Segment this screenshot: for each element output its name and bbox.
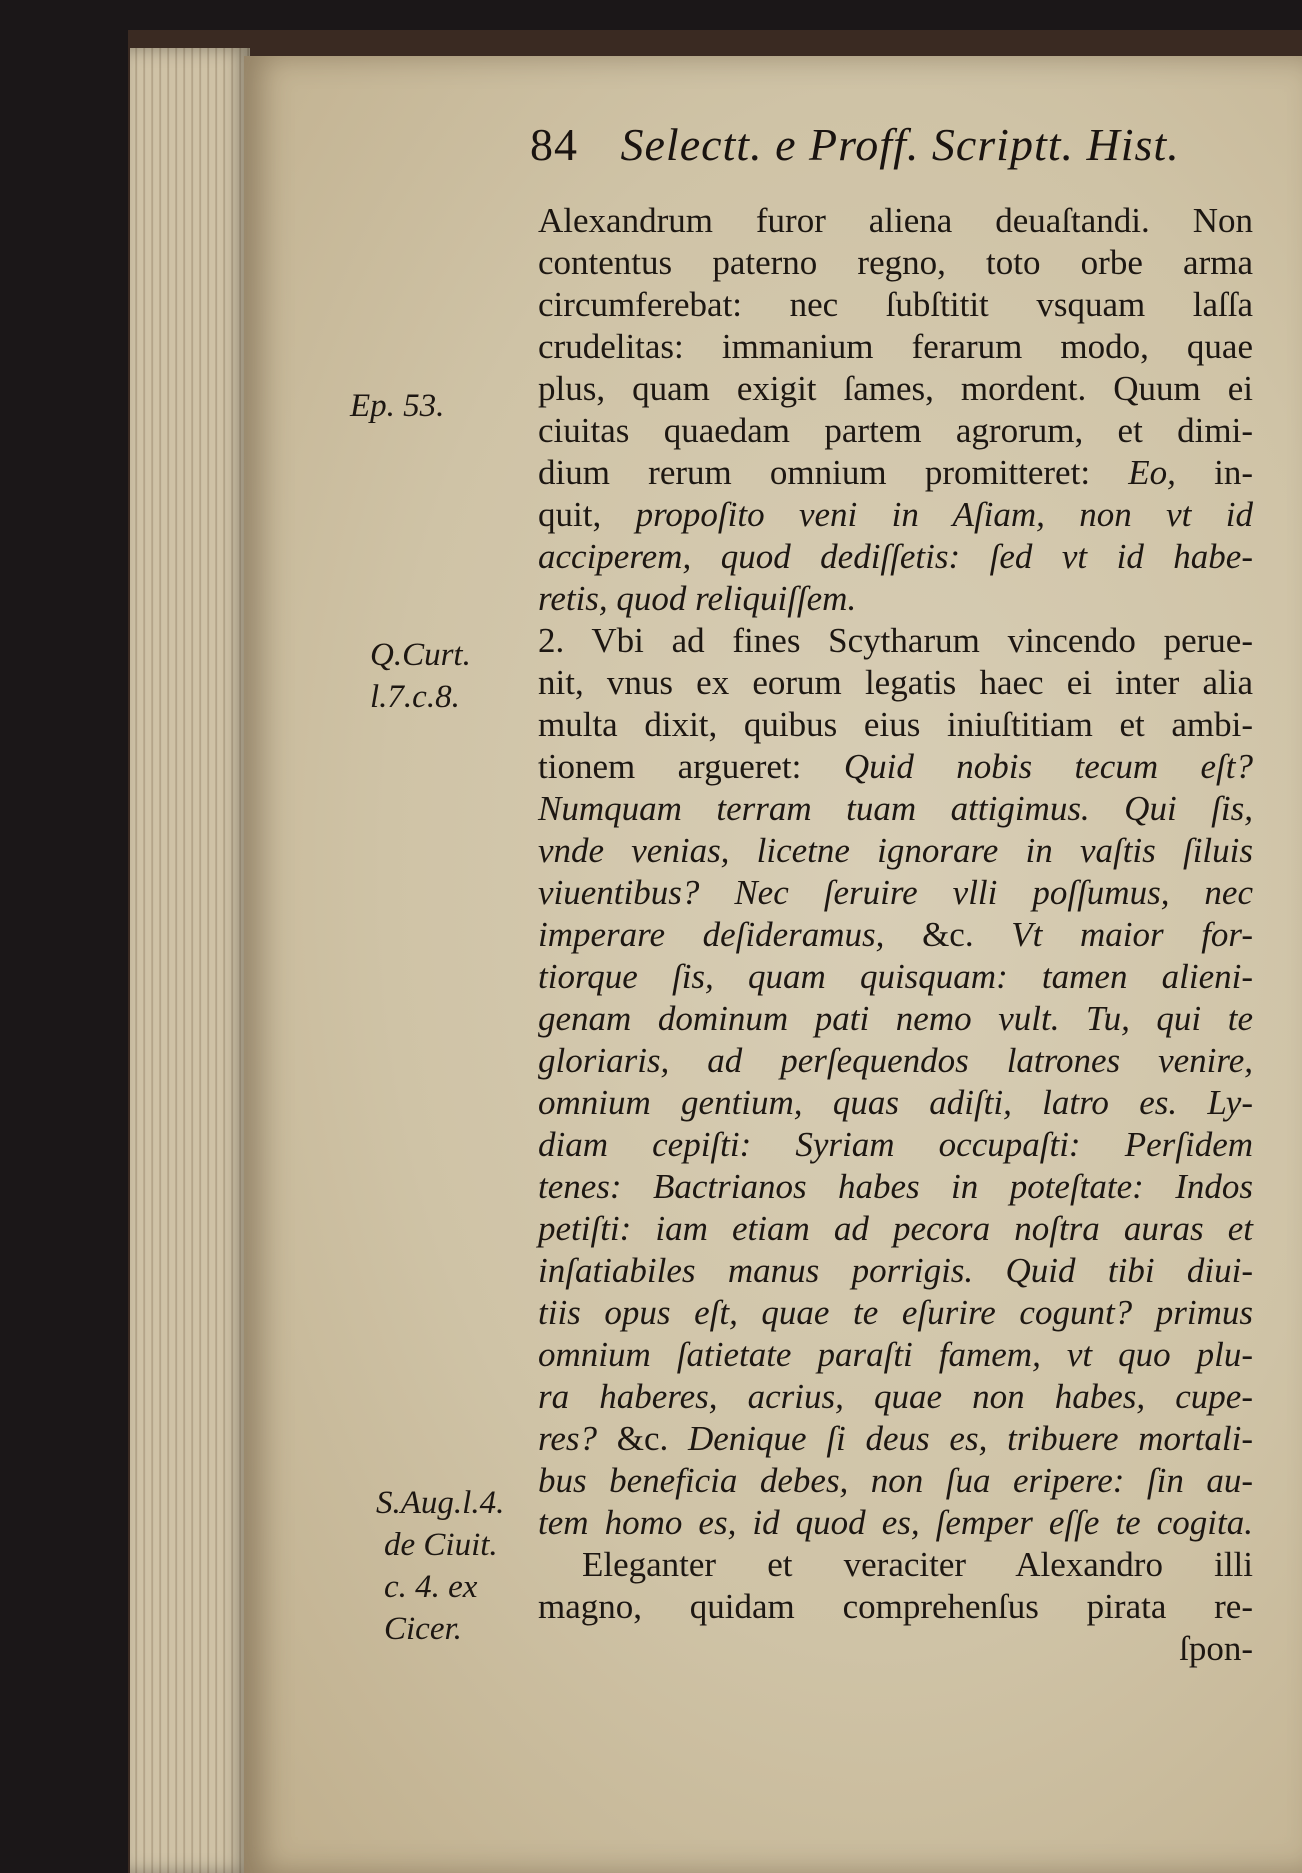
text-line — [538, 1418, 1253, 1460]
text-segment: dium rerum omnium promitteret: — [538, 453, 1129, 492]
text-line: Eleganter et veraciter Alexandro illi — [582, 1545, 1253, 1584]
margin-note-aug-1: S.Aug.l.4. — [376, 1485, 505, 1521]
running-title: Selectt. e Proff. Scriptt. Hist. — [620, 119, 1180, 170]
page-number: 84 — [530, 119, 578, 170]
text-line: bus beneficia debes, non ſua eripere: ſin au- — [538, 1461, 1253, 1500]
text-segment-italic: Eo, — [1128, 453, 1176, 492]
text-line: omnium ſatietate paraſti famem, vt quo plu- — [538, 1335, 1253, 1374]
catchword: ſpon- — [1179, 1629, 1253, 1668]
text-segment-italic: propoſito veni in Aſiam, non vt id — [635, 495, 1254, 534]
page-header — [530, 118, 1180, 171]
text-line: acciperem, quod dediſſetis: ſed vt id habe- — [538, 537, 1253, 576]
margin-note-qcurt-2: l.7.c.8. — [370, 679, 460, 715]
body-text — [538, 200, 1253, 1670]
text-segment-italic: Vt maior for- — [1011, 915, 1253, 954]
text-line: genam dominum pati nemo vult. Tu, qui te — [538, 999, 1253, 1038]
text-segment-italic: imperare deſideramus, — [538, 915, 923, 954]
page-edges — [130, 48, 250, 1873]
text-line: multa dixit, quibus eius iniuſtitiam et ambi- — [538, 705, 1253, 744]
text-line: tiis opus eſt, quae te eſurire cogunt? primus — [538, 1293, 1253, 1332]
text-line: gloriaris, ad perſequendos latrones venire, — [538, 1041, 1253, 1080]
margin-note-aug-2: de Ciuit. — [384, 1527, 498, 1563]
text-line: Alexandrum furor aliena deuaſtandi. Non — [538, 201, 1253, 240]
text-line: inſatiabiles manus porrigis. Quid tibi diui- — [538, 1251, 1253, 1290]
text-segment-italic: Quid nobis tecum eſt? — [843, 747, 1254, 786]
text-line: plus, quam exigit ſames, mordent. Quum ei — [538, 369, 1253, 408]
text-line: magno, quidam comprehenſus pirata re- — [538, 1587, 1253, 1626]
text-segment-italic: Denique ſi deus es, tribuere mortali- — [688, 1419, 1254, 1458]
text-line: diam cepiſti: Syriam occupaſti: Perſidem — [538, 1125, 1253, 1164]
text-line: contentus paterno regno, toto orbe arma — [538, 243, 1253, 282]
text-line: ciuitas quaedam partem agrorum, et dimi- — [538, 411, 1253, 450]
text-line: omnium gentium, quas adiſti, latro es. Ly- — [538, 1083, 1253, 1122]
text-segment: &c. — [616, 1419, 688, 1458]
text-line: vnde venias, licetne ignorare in vaſtis ſiluis — [538, 831, 1253, 870]
text-line: tem homo es, id quod es, ſemper eſſe te cogita. — [538, 1503, 1253, 1542]
text-segment: &c. — [922, 915, 1012, 954]
margin-note-aug-4: Cicer. — [384, 1611, 462, 1647]
text-line — [538, 746, 1253, 788]
margin-note-qcurt-1: Q.Curt. — [370, 637, 471, 673]
text-segment: tionem argueret: — [538, 747, 844, 786]
text-line: tiorque ſis, quam quisquam: tamen alieni- — [538, 957, 1253, 996]
text-line — [538, 452, 1253, 494]
text-line: petiſti: iam etiam ad pecora noſtra auras et — [538, 1209, 1253, 1248]
text-line: Numquam terram tuam attigimus. Qui ſis, — [538, 789, 1253, 828]
text-segment: quit, — [538, 495, 636, 534]
text-segment: in- — [1175, 453, 1253, 492]
text-line: viuentibus? Nec ſeruire vlli poſſumus, nec — [538, 873, 1253, 912]
text-line: circumferebat: nec ſubſtitit vsquam laſſa — [538, 285, 1253, 324]
text-line: crudelitas: immanium ferarum modo, quae — [538, 327, 1253, 366]
margin-note-aug-3: c. 4. ex — [384, 1569, 478, 1605]
text-line: tenes: Bactrianos habes in poteſtate: Indos — [538, 1167, 1253, 1206]
text-line: ra haberes, acrius, quae non habes, cupe- — [538, 1377, 1253, 1416]
text-line: 2. Vbi ad fines Scytharum vincendo perue- — [538, 621, 1253, 660]
text-line — [538, 914, 1253, 956]
text-line: retis, quod reliquiſſem. — [538, 579, 857, 618]
text-line: nit, vnus ex eorum legatis haec ei inter alia — [538, 663, 1253, 702]
text-segment-italic: res? — [538, 1419, 617, 1458]
margin-note-ep: Ep. 53. — [350, 388, 445, 424]
text-line — [538, 494, 1253, 536]
